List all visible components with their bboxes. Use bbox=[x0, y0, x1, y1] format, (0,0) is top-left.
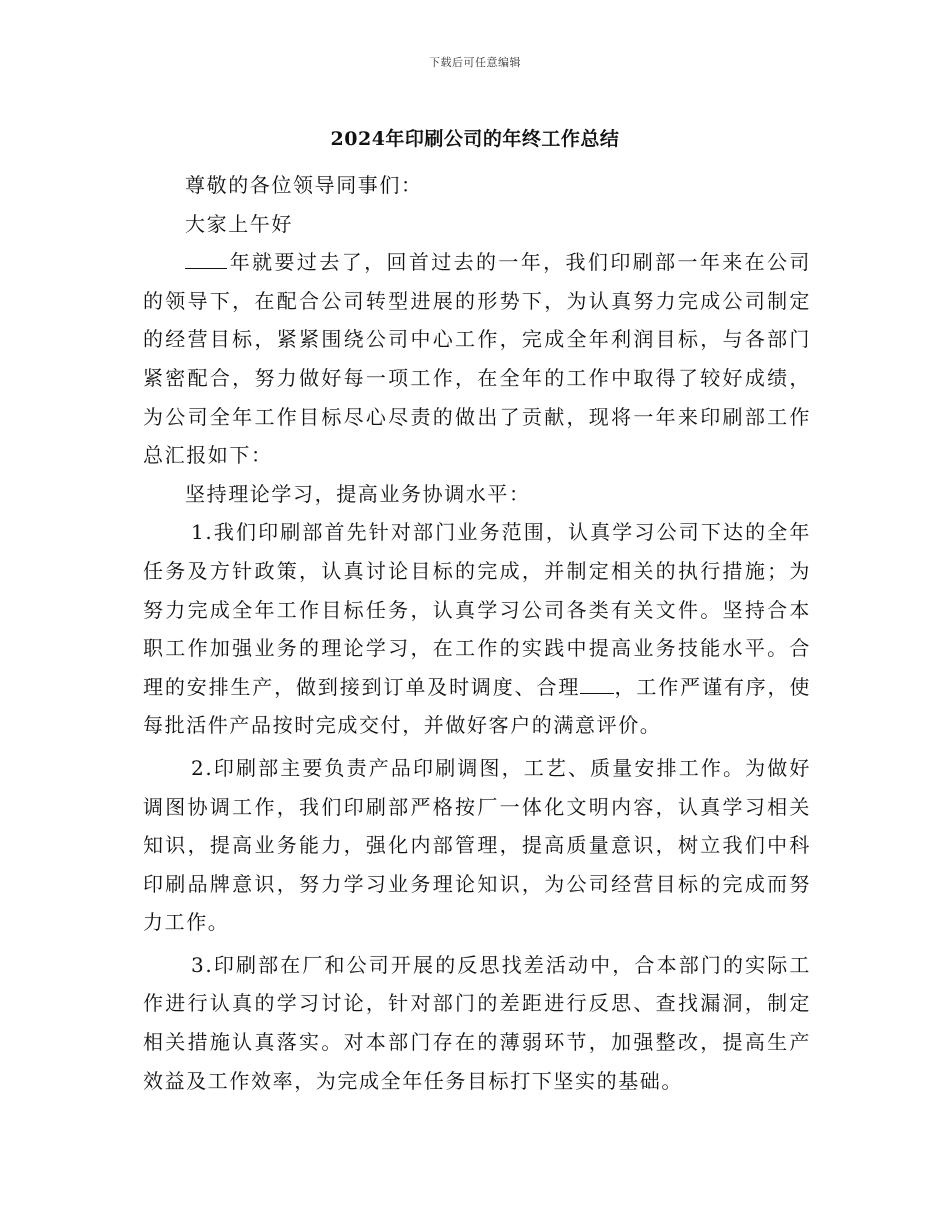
intro-paragraph bbox=[143, 243, 811, 475]
fill-blank bbox=[580, 692, 614, 694]
item-1-text-a: 1.我们印刷部首先针对部门业务范围，认真学习公司下达的全年任务及方针政策，认真讨论目标的完成，并制定相关的执行措施；为努力完成全年工作目标任务，认真学习公司各类有关文件。坚持合本职工作加强业务的理论学习，在工作的实践中提高业务技能水平。合理的安排生产，做到接到订单及时调度、合理 bbox=[143, 520, 811, 699]
item-1 bbox=[143, 513, 811, 745]
greeting: 大家上午好 bbox=[185, 211, 293, 236]
intro-text: 年就要过去了，回首过去的一年，我们印刷部一年来在公司的领导下，在配合公司转型进展的形势下，为认真努力完成公司制定的经营目标，紧紧围绕公司中心工作，完成全年利润目标，与各部门紧密配合，努力做好每一项工作，在全年的工作中取得了较好成绩，为公司全年工作目标尽心尽责的做出了贡献，现将一年来印刷部工作总汇报如下： bbox=[143, 250, 811, 468]
document-body bbox=[143, 166, 811, 1100]
item-1-text-b: ，工作严谨有序，使每批活件产品按时完成交付，并做好客户的满意评价。 bbox=[143, 674, 812, 738]
item-2: 2.印刷部主要负责产品印刷调图，工艺、质量安排工作。为做好调图协调工作，我们印刷部严格按厂一体化文明内容，认真学习相关知识，提高业务能力，强化内部管理，提高质量意识，树立我们中科印刷品牌意识，努力学习业务理论知识，为公司经营目标的完成而努力工作。 bbox=[143, 755, 811, 935]
fill-blank bbox=[185, 267, 227, 269]
item-3: 3.印刷部在厂和公司开展的反思找差活动中，合本部门的实际工作进行认真的学习讨论，针对部门的差距进行反思、查找漏洞，制定相关措施认真落实。对本部门存在的薄弱环节，加强整改，提高生产效益及工作效率，为完成全年任务目标打下坚实的基础。 bbox=[143, 952, 811, 1093]
salutation: 尊敬的各位领导同事们： bbox=[185, 173, 423, 197]
header-note: 下载后可任意编辑 bbox=[429, 56, 521, 69]
section-heading: 坚持理论学习，提高业务协调水平： bbox=[185, 481, 531, 506]
document-title: 2024年印刷公司的年终工作总结 bbox=[330, 128, 620, 150]
